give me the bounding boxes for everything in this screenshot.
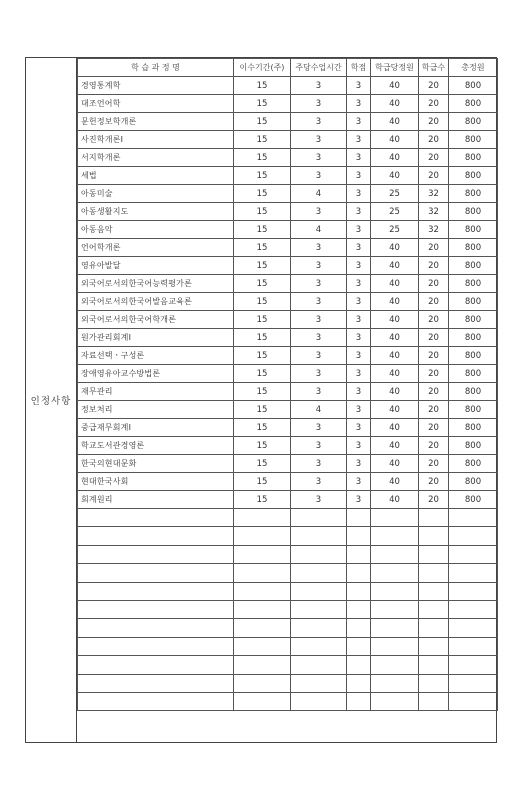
table-row — [78, 275, 498, 293]
empty-row — [78, 600, 498, 618]
cell-class-capacity: 40 — [371, 329, 419, 347]
cell-credits: 3 — [347, 419, 371, 437]
cell-total-capacity: 800 — [449, 185, 498, 203]
cell-credits: 3 — [347, 203, 371, 221]
cell-credits: 3 — [347, 491, 371, 509]
cell-course-name: 외국어로서의한국어학개론 — [78, 311, 234, 329]
cell-duration-weeks: 15 — [234, 329, 291, 347]
course-table — [77, 58, 498, 711]
cell-class-capacity: 40 — [371, 455, 419, 473]
empty-cell — [291, 692, 347, 710]
empty-cell — [347, 637, 371, 655]
table-row — [78, 77, 498, 95]
cell-total-capacity: 800 — [449, 293, 498, 311]
cell-weekly-hours: 3 — [291, 149, 347, 167]
cell-course-name: 세법 — [78, 167, 234, 185]
empty-row — [78, 692, 498, 710]
empty-cell — [234, 600, 291, 618]
empty-cell — [371, 582, 419, 600]
empty-cell — [234, 509, 291, 527]
cell-total-capacity: 800 — [449, 383, 498, 401]
table-row — [78, 383, 498, 401]
cell-class-capacity: 40 — [371, 473, 419, 491]
cell-total-capacity: 800 — [449, 329, 498, 347]
empty-cell — [347, 564, 371, 582]
cell-course-name: 중급재무회계Ⅰ — [78, 419, 234, 437]
cell-total-capacity: 800 — [449, 221, 498, 239]
cell-class-count: 20 — [419, 473, 449, 491]
empty-row — [78, 582, 498, 600]
cell-weekly-hours: 3 — [291, 383, 347, 401]
empty-cell — [419, 564, 449, 582]
cell-class-count: 20 — [419, 311, 449, 329]
table-row — [78, 131, 498, 149]
empty-cell — [419, 619, 449, 637]
cell-weekly-hours: 3 — [291, 257, 347, 275]
empty-row — [78, 674, 498, 692]
cell-total-capacity: 800 — [449, 203, 498, 221]
cell-course-name: 아동음악 — [78, 221, 234, 239]
empty-cell — [419, 509, 449, 527]
cell-credits: 3 — [347, 221, 371, 239]
cell-course-name: 서지학개론 — [78, 149, 234, 167]
cell-duration-weeks: 15 — [234, 419, 291, 437]
empty-cell — [291, 600, 347, 618]
empty-cell — [291, 656, 347, 674]
cell-total-capacity: 800 — [449, 113, 498, 131]
table-row — [78, 401, 498, 419]
cell-total-capacity: 800 — [449, 365, 498, 383]
cell-weekly-hours: 3 — [291, 113, 347, 131]
cell-class-capacity: 40 — [371, 311, 419, 329]
cell-weekly-hours: 3 — [291, 131, 347, 149]
empty-cell — [291, 619, 347, 637]
empty-cell — [449, 692, 498, 710]
cell-class-capacity: 40 — [371, 131, 419, 149]
cell-course-name: 자료선택ㆍ구성론 — [78, 347, 234, 365]
cell-class-capacity: 40 — [371, 383, 419, 401]
empty-cell — [234, 527, 291, 545]
empty-cell — [371, 509, 419, 527]
cell-class-count: 32 — [419, 203, 449, 221]
cell-duration-weeks: 15 — [234, 293, 291, 311]
cell-class-capacity: 40 — [371, 95, 419, 113]
cell-course-name: 정보처리 — [78, 401, 234, 419]
cell-duration-weeks: 15 — [234, 113, 291, 131]
cell-total-capacity: 800 — [449, 77, 498, 95]
cell-duration-weeks: 15 — [234, 437, 291, 455]
cell-duration-weeks: 15 — [234, 347, 291, 365]
empty-cell — [234, 656, 291, 674]
empty-cell — [234, 692, 291, 710]
side-label: 인정사항 — [26, 58, 77, 742]
cell-duration-weeks: 15 — [234, 95, 291, 113]
cell-credits: 3 — [347, 311, 371, 329]
table-row — [78, 329, 498, 347]
header-class-capacity: 학급당정원 — [371, 59, 419, 77]
cell-class-count: 20 — [419, 257, 449, 275]
cell-class-capacity: 25 — [371, 185, 419, 203]
table-row — [78, 311, 498, 329]
cell-duration-weeks: 15 — [234, 401, 291, 419]
empty-cell — [291, 564, 347, 582]
cell-class-capacity: 40 — [371, 491, 419, 509]
empty-row — [78, 619, 498, 637]
empty-cell — [419, 692, 449, 710]
cell-weekly-hours: 3 — [291, 455, 347, 473]
table-row — [78, 419, 498, 437]
empty-cell — [419, 527, 449, 545]
table-row — [78, 113, 498, 131]
cell-duration-weeks: 15 — [234, 239, 291, 257]
cell-course-name: 문헌정보학개론 — [78, 113, 234, 131]
cell-class-count: 20 — [419, 275, 449, 293]
header-class-count: 학급수 — [419, 59, 449, 77]
empty-row — [78, 656, 498, 674]
empty-cell — [449, 564, 498, 582]
cell-weekly-hours: 3 — [291, 95, 347, 113]
cell-class-count: 20 — [419, 365, 449, 383]
cell-course-name: 영유아발달 — [78, 257, 234, 275]
cell-credits: 3 — [347, 131, 371, 149]
empty-cell — [78, 692, 234, 710]
cell-course-name: 한국의현대문화 — [78, 455, 234, 473]
cell-credits: 3 — [347, 473, 371, 491]
table-row — [78, 455, 498, 473]
empty-cell — [78, 509, 234, 527]
empty-cell — [234, 674, 291, 692]
cell-credits: 3 — [347, 401, 371, 419]
table-row — [78, 221, 498, 239]
cell-class-count: 20 — [419, 131, 449, 149]
cell-class-capacity: 40 — [371, 347, 419, 365]
empty-cell — [449, 582, 498, 600]
empty-cell — [347, 527, 371, 545]
empty-cell — [419, 656, 449, 674]
cell-class-count: 20 — [419, 149, 449, 167]
cell-weekly-hours: 3 — [291, 293, 347, 311]
cell-weekly-hours: 4 — [291, 221, 347, 239]
cell-class-count: 32 — [419, 221, 449, 239]
cell-class-count: 20 — [419, 113, 449, 131]
cell-class-count: 20 — [419, 239, 449, 257]
cell-course-name: 학교도서관경영론 — [78, 437, 234, 455]
cell-total-capacity: 800 — [449, 401, 498, 419]
empty-cell — [371, 527, 419, 545]
table-row — [78, 203, 498, 221]
certification-sheet — [25, 57, 497, 743]
header-course-name: 학 습 과 정 명 — [78, 59, 234, 77]
empty-cell — [371, 692, 419, 710]
cell-weekly-hours: 3 — [291, 437, 347, 455]
cell-class-count: 20 — [419, 95, 449, 113]
table-row — [78, 365, 498, 383]
cell-duration-weeks: 15 — [234, 491, 291, 509]
empty-cell — [291, 527, 347, 545]
empty-cell — [371, 545, 419, 563]
empty-cell — [347, 600, 371, 618]
cell-duration-weeks: 15 — [234, 365, 291, 383]
cell-course-name: 장애영유아교수방법론 — [78, 365, 234, 383]
cell-duration-weeks: 15 — [234, 131, 291, 149]
empty-cell — [291, 637, 347, 655]
empty-cell — [291, 545, 347, 563]
empty-cell — [449, 545, 498, 563]
cell-course-name: 사진학개론Ⅰ — [78, 131, 234, 149]
cell-total-capacity: 800 — [449, 419, 498, 437]
cell-credits: 3 — [347, 113, 371, 131]
table-row — [78, 239, 498, 257]
header-duration-weeks: 이수기간(주) — [234, 59, 291, 77]
cell-credits: 3 — [347, 329, 371, 347]
empty-cell — [371, 637, 419, 655]
empty-cell — [371, 656, 419, 674]
empty-cell — [347, 674, 371, 692]
empty-cell — [419, 545, 449, 563]
empty-cell — [78, 545, 234, 563]
cell-class-count: 20 — [419, 455, 449, 473]
cell-duration-weeks: 15 — [234, 275, 291, 293]
cell-total-capacity: 800 — [449, 95, 498, 113]
cell-course-name: 외국어로서의한국어발음교육론 — [78, 293, 234, 311]
table-row — [78, 473, 498, 491]
cell-credits: 3 — [347, 167, 371, 185]
empty-cell — [291, 674, 347, 692]
cell-duration-weeks: 15 — [234, 311, 291, 329]
empty-cell — [291, 509, 347, 527]
empty-cell — [347, 619, 371, 637]
cell-weekly-hours: 3 — [291, 347, 347, 365]
empty-cell — [419, 674, 449, 692]
table-row — [78, 437, 498, 455]
cell-class-capacity: 40 — [371, 365, 419, 383]
empty-cell — [78, 637, 234, 655]
cell-class-capacity: 40 — [371, 113, 419, 131]
table-row — [78, 491, 498, 509]
cell-class-capacity: 40 — [371, 77, 419, 95]
cell-class-capacity: 40 — [371, 401, 419, 419]
empty-row — [78, 545, 498, 563]
empty-cell — [371, 619, 419, 637]
table-row — [78, 347, 498, 365]
empty-cell — [449, 527, 498, 545]
cell-weekly-hours: 3 — [291, 167, 347, 185]
cell-total-capacity: 800 — [449, 131, 498, 149]
cell-weekly-hours: 3 — [291, 473, 347, 491]
cell-course-name: 대조언어학 — [78, 95, 234, 113]
empty-cell — [78, 619, 234, 637]
cell-weekly-hours: 3 — [291, 77, 347, 95]
cell-class-capacity: 25 — [371, 203, 419, 221]
header-credits: 학점 — [347, 59, 371, 77]
cell-course-name: 경영통계학 — [78, 77, 234, 95]
cell-weekly-hours: 3 — [291, 329, 347, 347]
table-row — [78, 95, 498, 113]
cell-course-name: 아동생활지도 — [78, 203, 234, 221]
cell-credits: 3 — [347, 437, 371, 455]
cell-credits: 3 — [347, 293, 371, 311]
cell-class-count: 20 — [419, 419, 449, 437]
cell-class-capacity: 40 — [371, 437, 419, 455]
cell-total-capacity: 800 — [449, 239, 498, 257]
cell-class-count: 20 — [419, 167, 449, 185]
empty-cell — [78, 656, 234, 674]
cell-course-name: 언어학개론 — [78, 239, 234, 257]
empty-cell — [449, 674, 498, 692]
cell-duration-weeks: 15 — [234, 221, 291, 239]
cell-class-capacity: 25 — [371, 221, 419, 239]
cell-total-capacity: 800 — [449, 257, 498, 275]
cell-course-name: 외국어로서의한국어능력평가론 — [78, 275, 234, 293]
empty-cell — [347, 545, 371, 563]
cell-weekly-hours: 3 — [291, 365, 347, 383]
empty-cell — [291, 582, 347, 600]
empty-cell — [371, 600, 419, 618]
empty-row — [78, 527, 498, 545]
empty-cell — [78, 600, 234, 618]
empty-row — [78, 564, 498, 582]
empty-cell — [347, 509, 371, 527]
cell-class-count: 20 — [419, 347, 449, 365]
cell-duration-weeks: 15 — [234, 77, 291, 95]
cell-duration-weeks: 15 — [234, 383, 291, 401]
empty-cell — [347, 656, 371, 674]
empty-cell — [449, 637, 498, 655]
cell-weekly-hours: 3 — [291, 419, 347, 437]
cell-class-count: 20 — [419, 383, 449, 401]
header-total-capacity: 총정원 — [449, 59, 498, 77]
cell-credits: 3 — [347, 239, 371, 257]
cell-course-name: 회계원리 — [78, 491, 234, 509]
empty-cell — [449, 509, 498, 527]
cell-duration-weeks: 15 — [234, 455, 291, 473]
empty-cell — [449, 619, 498, 637]
cell-course-name: 재무관리 — [78, 383, 234, 401]
cell-total-capacity: 800 — [449, 167, 498, 185]
empty-cell — [78, 582, 234, 600]
cell-credits: 3 — [347, 347, 371, 365]
table-row — [78, 185, 498, 203]
cell-credits: 3 — [347, 185, 371, 203]
empty-cell — [449, 600, 498, 618]
empty-cell — [419, 600, 449, 618]
cell-class-count: 20 — [419, 329, 449, 347]
cell-duration-weeks: 15 — [234, 203, 291, 221]
cell-course-name: 현대한국사회 — [78, 473, 234, 491]
cell-class-capacity: 40 — [371, 293, 419, 311]
cell-credits: 3 — [347, 257, 371, 275]
cell-weekly-hours: 3 — [291, 275, 347, 293]
empty-cell — [234, 564, 291, 582]
cell-class-capacity: 40 — [371, 167, 419, 185]
cell-weekly-hours: 4 — [291, 185, 347, 203]
cell-total-capacity: 800 — [449, 311, 498, 329]
empty-cell — [78, 564, 234, 582]
table-row — [78, 167, 498, 185]
empty-row — [78, 637, 498, 655]
empty-cell — [78, 527, 234, 545]
empty-cell — [371, 674, 419, 692]
table-row — [78, 293, 498, 311]
empty-cell — [234, 637, 291, 655]
cell-total-capacity: 800 — [449, 347, 498, 365]
table-row — [78, 257, 498, 275]
cell-credits: 3 — [347, 365, 371, 383]
empty-cell — [371, 564, 419, 582]
cell-credits: 3 — [347, 455, 371, 473]
cell-class-capacity: 40 — [371, 149, 419, 167]
cell-duration-weeks: 15 — [234, 167, 291, 185]
header-weekly-hours: 주당수업시간 — [291, 59, 347, 77]
empty-cell — [234, 619, 291, 637]
cell-total-capacity: 800 — [449, 491, 498, 509]
cell-class-count: 20 — [419, 437, 449, 455]
cell-total-capacity: 800 — [449, 437, 498, 455]
cell-class-capacity: 40 — [371, 419, 419, 437]
cell-class-count: 32 — [419, 185, 449, 203]
cell-credits: 3 — [347, 383, 371, 401]
cell-class-capacity: 40 — [371, 275, 419, 293]
cell-weekly-hours: 4 — [291, 401, 347, 419]
cell-total-capacity: 800 — [449, 149, 498, 167]
cell-total-capacity: 800 — [449, 275, 498, 293]
cell-weekly-hours: 3 — [291, 491, 347, 509]
cell-class-count: 20 — [419, 77, 449, 95]
cell-credits: 3 — [347, 77, 371, 95]
cell-weekly-hours: 3 — [291, 239, 347, 257]
header-row — [78, 59, 498, 77]
cell-class-count: 20 — [419, 491, 449, 509]
cell-weekly-hours: 3 — [291, 203, 347, 221]
cell-duration-weeks: 15 — [234, 257, 291, 275]
empty-cell — [234, 582, 291, 600]
cell-course-name: 아동미술 — [78, 185, 234, 203]
cell-course-name: 원가관리회계Ⅰ — [78, 329, 234, 347]
cell-duration-weeks: 15 — [234, 149, 291, 167]
cell-credits: 3 — [347, 275, 371, 293]
empty-row — [78, 509, 498, 527]
empty-cell — [419, 637, 449, 655]
cell-duration-weeks: 15 — [234, 473, 291, 491]
empty-cell — [449, 656, 498, 674]
cell-credits: 3 — [347, 95, 371, 113]
cell-total-capacity: 800 — [449, 455, 498, 473]
empty-cell — [419, 582, 449, 600]
cell-class-count: 20 — [419, 293, 449, 311]
table-row — [78, 149, 498, 167]
empty-cell — [347, 582, 371, 600]
empty-cell — [347, 692, 371, 710]
cell-class-capacity: 40 — [371, 239, 419, 257]
cell-total-capacity: 800 — [449, 473, 498, 491]
empty-cell — [78, 674, 234, 692]
cell-weekly-hours: 3 — [291, 311, 347, 329]
cell-credits: 3 — [347, 149, 371, 167]
cell-class-count: 20 — [419, 401, 449, 419]
cell-duration-weeks: 15 — [234, 185, 291, 203]
cell-class-capacity: 40 — [371, 257, 419, 275]
empty-cell — [234, 545, 291, 563]
